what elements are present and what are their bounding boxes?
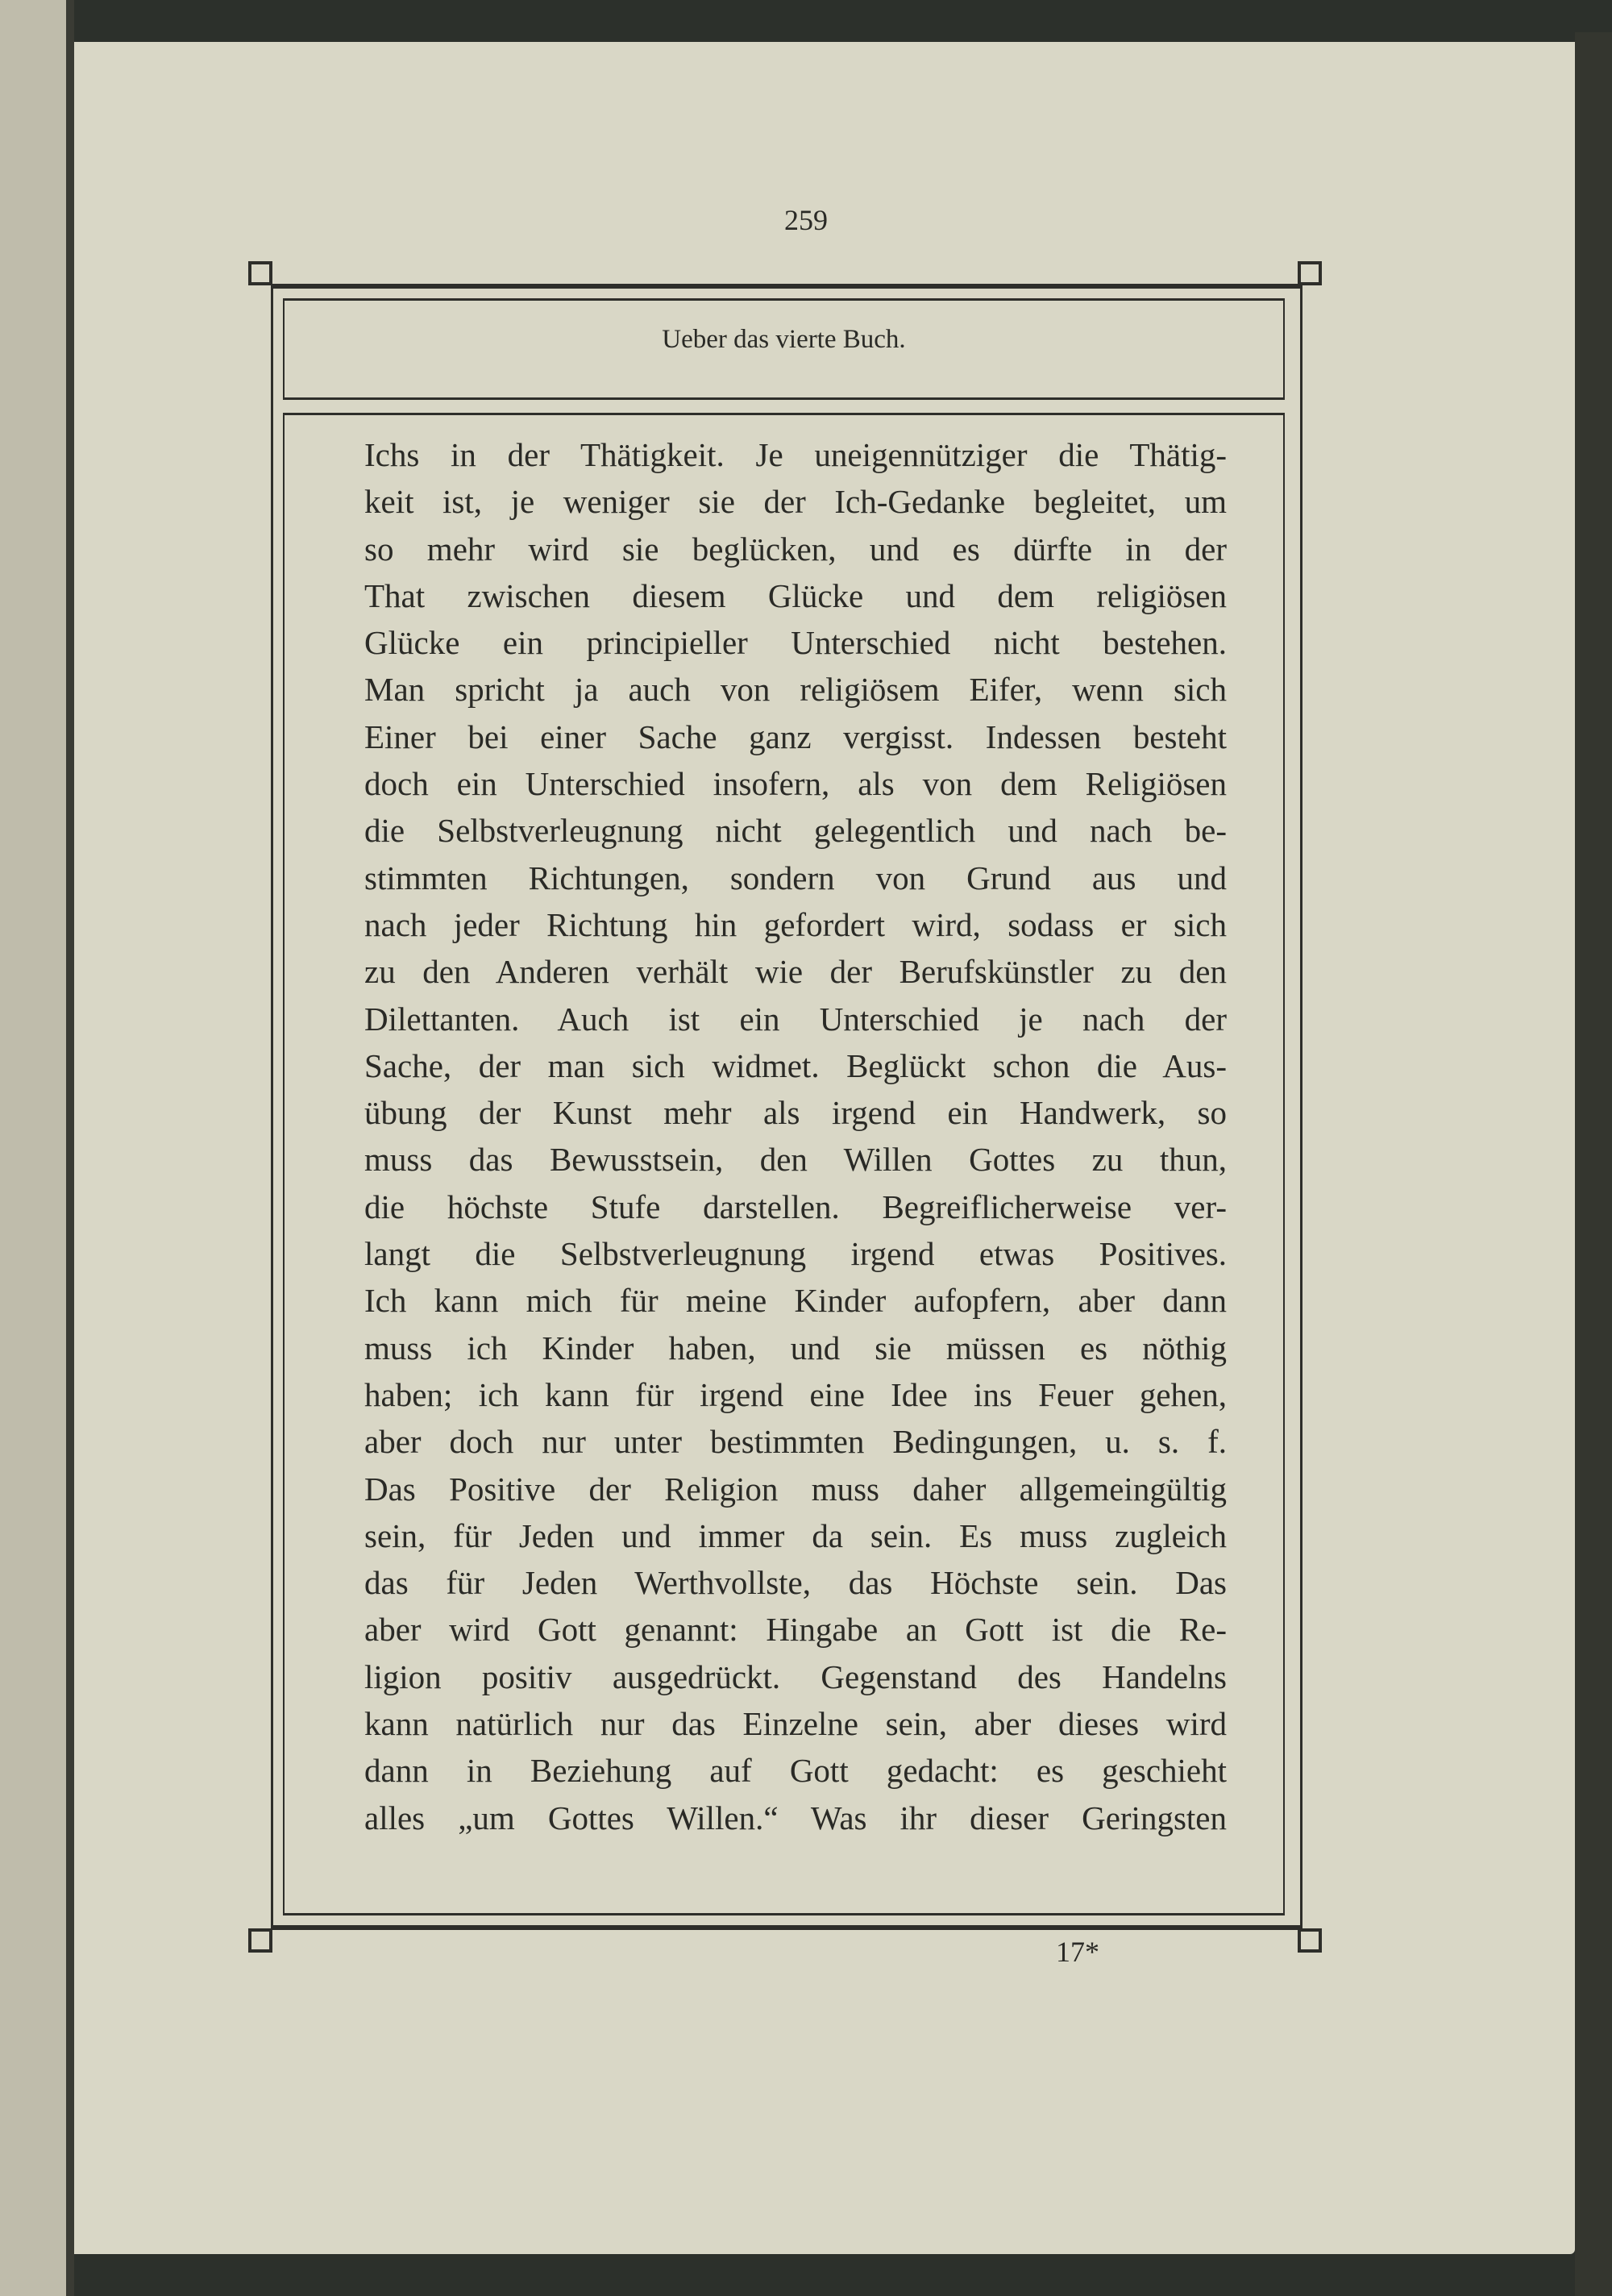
text-line: stimmten Richtungen, sondern von Grund aus und [364,859,1227,896]
text-line: muss ich Kinder haben, und sie müssen es nöthig [364,1329,1227,1366]
frame-corner-top-left [248,261,272,285]
text-line: muss das Bewusstsein, den Willen Gottes zu thun, [364,1141,1227,1179]
body-text [364,431,1227,1841]
text-line: aber wird Gott genannt: Hingabe an Gott ist die Re- [364,1611,1227,1649]
text-line: Sache, der man sich widmet. Beglückt schon die Aus- [364,1046,1227,1084]
text-line: das für Jeden Werthvollste, das Höchste sein. Das [364,1564,1227,1602]
text-line: langt die Selbstverleugnung irgend etwas Positives. [364,1235,1227,1273]
frame-corner-bottom-right [1298,1928,1322,1953]
text-line: die höchste Stufe darstellen. Begreiflicherweise ver- [364,1188,1227,1225]
text-line: Das Positive der Religion muss daher allgemeingültig [364,1470,1227,1508]
text-line: Glücke ein principieller Unterschied nicht bestehen. [364,624,1227,662]
text-line: so mehr wird sie beglücken, und es dürfte in der [364,530,1227,568]
previous-page-edge [0,0,74,2296]
text-line: ligion positiv ausgedrückt. Gegenstand des Handelns [364,1658,1227,1695]
text-line: Man spricht ja auch von religiösem Eifer, wenn sich [364,671,1227,709]
signature-mark: 17* [1056,1936,1099,1968]
text-line: doch ein Unterschied insofern, als von dem Religiösen [364,765,1227,803]
text-line: kann natürlich nur das Einzelne sein, aber dieses wird [364,1705,1227,1743]
text-line: That zwischen diesem Glücke und dem religiösen [364,576,1227,614]
text-line: aber doch nur unter bestimmten Bedingungen, u. s. f. [364,1423,1227,1461]
running-head: Ueber das vierte Buch. [662,325,906,354]
text-line: alles „um Gottes Willen.“ Was ihr dieser Geringsten [364,1799,1227,1836]
page-number: 259 [784,204,828,236]
text-line: nach jeder Richtung hin gefordert wird, sodass er sich [364,905,1227,943]
text-line: übung der Kunst mehr als irgend ein Handwerk, so [364,1094,1227,1132]
text-line: Dilettanten. Auch ist ein Unterschied je nach der [364,1000,1227,1038]
text-line: haben; ich kann für irgend eine Idee ins Feuer gehen, [364,1375,1227,1413]
text-line: keit ist, je weniger sie der Ich-Gedanke begleitet, um [364,483,1227,521]
running-head-box [283,298,1285,400]
text-line: Ich kann mich für meine Kinder aufopfern, aber dann [364,1282,1227,1320]
text-line: die Selbstverleugnung nicht gelegentlich und nach be- [364,812,1227,850]
scan-background-edge [1575,32,1612,2296]
text-line: sein, für Jeden und immer da sein. Es muss zugleich [364,1516,1227,1554]
frame-corner-top-right [1298,261,1322,285]
text-line: Ichs in der Thätigkeit. Je uneigennütziger die Thätig- [364,436,1227,473]
text-line: Einer bei einer Sache ganz vergisst. Indessen besteht [364,718,1227,755]
frame-corner-bottom-left [248,1928,272,1953]
text-line: zu den Anderen verhält wie der Berufskünstler zu den [364,953,1227,991]
text-line: dann in Beziehung auf Gott gedacht: es geschieht [364,1752,1227,1790]
